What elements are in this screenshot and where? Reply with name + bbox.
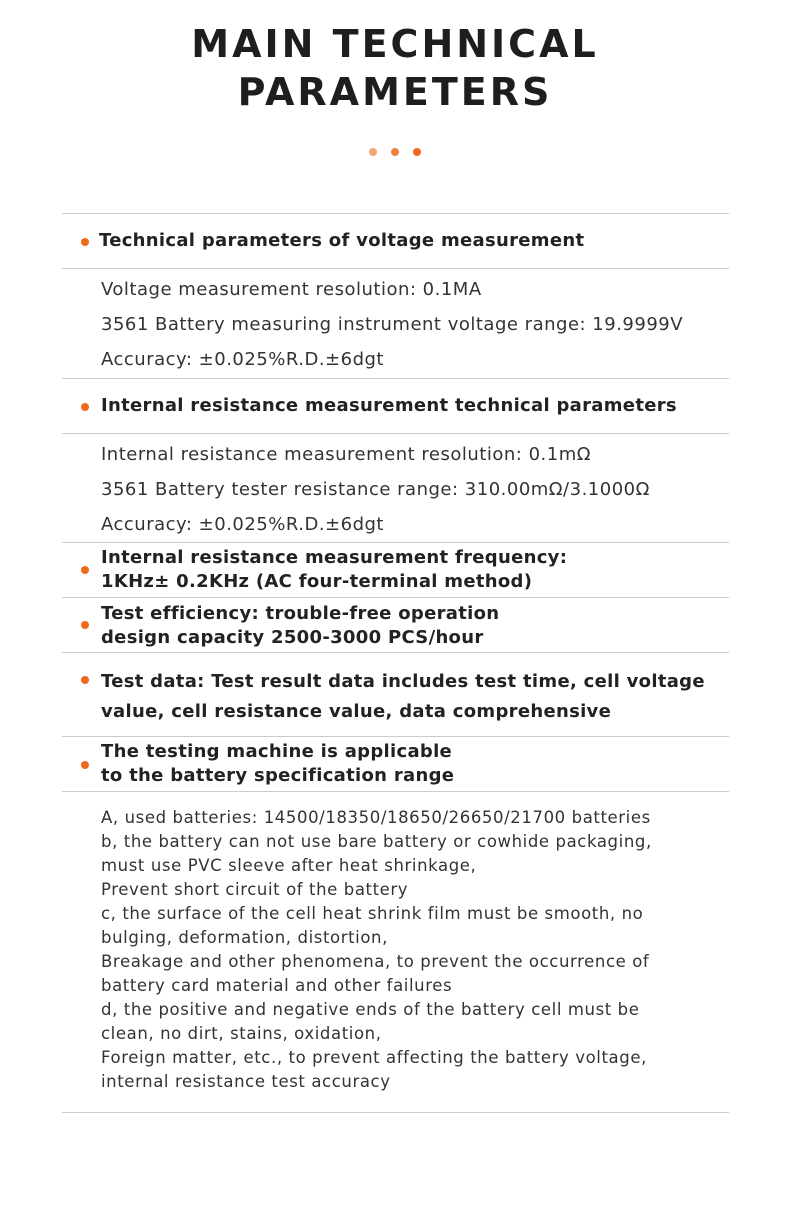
spec-line: 3561 Battery measuring instrument voltage range: 19.9999V xyxy=(101,314,684,335)
spec-line: Internal resistance measurement resolution: 0.1mΩ xyxy=(101,444,591,465)
section-heading: Technical parameters of voltage measurement xyxy=(99,230,585,251)
section-heading: Test efficiency: trouble-free operation xyxy=(101,603,500,624)
divider xyxy=(62,597,729,598)
section-heading: The testing machine is applicable xyxy=(101,741,453,762)
section-heading: Internal resistance measurement technical parameters xyxy=(101,395,677,416)
note-line: d, the positive and negative ends of the battery cell must be xyxy=(101,1000,640,1019)
spec-line: 3561 Battery tester resistance range: 310.00mΩ/3.1000Ω xyxy=(101,479,650,500)
bullet-icon xyxy=(81,566,89,574)
divider xyxy=(62,791,729,792)
page-title-line-1: MAIN TECHNICAL xyxy=(191,22,599,66)
note-line: b, the battery can not use bare battery or cowhide packaging, xyxy=(101,832,652,851)
divider xyxy=(62,542,729,543)
spec-line: Accuracy: ±0.025%R.D.±6dgt xyxy=(101,514,384,535)
note-line: must use PVC sleeve after heat shrinkage, xyxy=(101,856,477,875)
note-line: internal resistance test accuracy xyxy=(101,1072,391,1091)
bullet-icon xyxy=(81,676,89,684)
note-line: Prevent short circuit of the battery xyxy=(101,880,409,899)
spec-line: Accuracy: ±0.025%R.D.±6dgt xyxy=(101,349,384,370)
dot-icon xyxy=(369,148,377,156)
note-line: Breakage and other phenomena, to prevent the occurrence of xyxy=(101,952,650,971)
section-heading: to the battery specification range xyxy=(101,765,455,786)
section-heading: design capacity 2500-3000 PCS/hour xyxy=(101,627,484,648)
divider xyxy=(62,736,729,737)
note-line: c, the surface of the cell heat shrink film must be smooth, no xyxy=(101,904,644,923)
note-line: battery card material and other failures xyxy=(101,976,453,995)
decorative-dots xyxy=(0,148,790,158)
divider xyxy=(62,378,729,379)
bullet-icon xyxy=(81,403,89,411)
dot-icon xyxy=(413,148,421,156)
section-heading: Internal resistance measurement frequency: xyxy=(101,547,568,568)
note-line: Foreign matter, etc., to prevent affecting the battery voltage, xyxy=(101,1048,647,1067)
section-heading: Test data: Test result data includes test time, cell voltage xyxy=(101,671,705,692)
divider xyxy=(62,652,729,653)
divider xyxy=(62,213,729,214)
note-line: bulging, deformation, distortion, xyxy=(101,928,388,947)
divider xyxy=(62,1112,729,1113)
divider xyxy=(62,433,729,434)
bullet-icon xyxy=(81,238,89,246)
page-title-line-2: PARAMETERS xyxy=(237,70,553,114)
spec-line: Voltage measurement resolution: 0.1MA xyxy=(101,279,482,300)
note-line: A, used batteries: 14500/18350/18650/26650/21700 batteries xyxy=(101,808,651,827)
section-heading: value, cell resistance value, data comprehensive xyxy=(101,701,612,722)
section-heading: 1KHz± 0.2KHz (AC four-terminal method) xyxy=(101,571,533,592)
bullet-icon xyxy=(81,761,89,769)
note-line: clean, no dirt, stains, oxidation, xyxy=(101,1024,382,1043)
divider xyxy=(62,268,729,269)
bullet-icon xyxy=(81,621,89,629)
dot-icon xyxy=(391,148,399,156)
